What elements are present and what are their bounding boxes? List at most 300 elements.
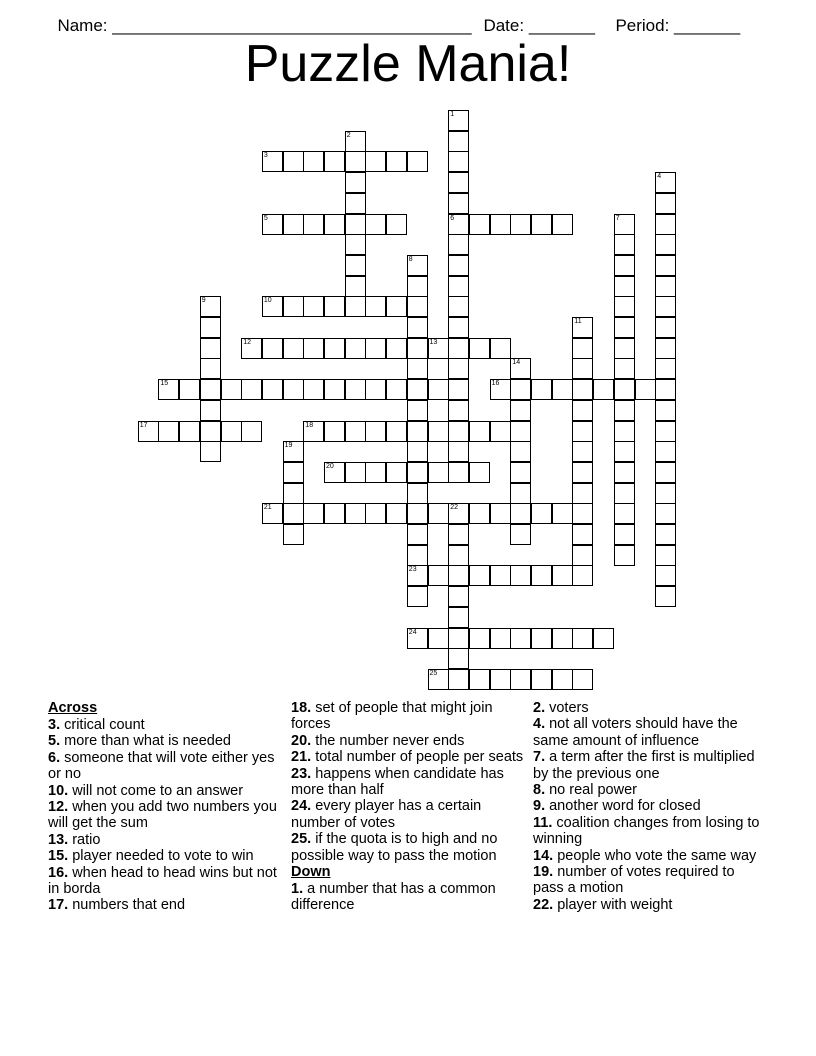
clue-text: people who vote the same way	[553, 847, 757, 864]
grid-cell[interactable]	[572, 669, 593, 690]
grid-cell[interactable]	[655, 296, 676, 317]
clue-number: 19.	[533, 864, 554, 881]
grid-cell[interactable]	[448, 358, 469, 379]
cell-number: 7	[615, 214, 620, 222]
grid-cell[interactable]	[510, 379, 531, 400]
grid-cell[interactable]	[510, 441, 531, 462]
grid-cell[interactable]	[655, 214, 676, 235]
grid-cell[interactable]	[200, 379, 221, 400]
grid-cell[interactable]	[469, 338, 490, 359]
grid-cell[interactable]	[262, 503, 283, 524]
grid-cell[interactable]	[531, 214, 552, 235]
grid-cell[interactable]	[614, 276, 635, 297]
grid-cell[interactable]	[469, 669, 490, 690]
grid-cell[interactable]	[614, 358, 635, 379]
grid-cell[interactable]	[572, 565, 593, 586]
grid-cell[interactable]	[531, 628, 552, 649]
down-clue	[533, 700, 768, 716]
cell-number: 1	[450, 111, 455, 118]
clue-text: total number of people per seats	[311, 749, 524, 766]
grid-cell[interactable]	[510, 669, 531, 690]
name-blank[interactable]: ______________________________________	[112, 16, 472, 35]
grid-cell[interactable]	[572, 358, 593, 379]
grid-cell[interactable]	[614, 483, 635, 504]
grid-cell[interactable]	[510, 524, 531, 545]
down-clue	[533, 716, 768, 749]
grid-cell[interactable]	[345, 255, 366, 276]
grid-cell[interactable]	[614, 338, 635, 359]
grid-cell[interactable]	[448, 503, 469, 524]
grid-cell[interactable]	[531, 503, 552, 524]
across-clue	[48, 783, 283, 799]
grid-cell[interactable]	[614, 441, 635, 462]
grid-cell[interactable]	[345, 503, 366, 524]
grid-cell[interactable]	[469, 462, 490, 483]
grid-cell[interactable]	[365, 462, 386, 483]
clue-number: 4.	[533, 716, 546, 733]
clue-text: if the quota is to high and no possible way to pass the motion	[291, 831, 498, 864]
grid-cell[interactable]	[655, 483, 676, 504]
grid-cell[interactable]	[469, 214, 490, 235]
clue-text: numbers that end	[68, 897, 186, 914]
across-clue	[48, 733, 283, 749]
grid-cell[interactable]	[510, 421, 531, 442]
clue-text: no real power	[545, 782, 637, 799]
grid-cell[interactable]	[407, 338, 428, 359]
cell-number: 6	[450, 214, 455, 222]
down-clue	[533, 749, 768, 782]
clue-text: player with weight	[553, 896, 673, 913]
grid-cell[interactable]	[614, 524, 635, 545]
grid-cell[interactable]	[200, 317, 221, 338]
grid-cell[interactable]	[283, 524, 304, 545]
grid-cell[interactable]	[283, 462, 304, 483]
down-heading: Down	[291, 864, 331, 881]
grid-cell[interactable]	[448, 338, 469, 359]
grid-cell[interactable]	[345, 276, 366, 297]
grid-cell[interactable]	[345, 379, 366, 400]
cell-number: 15	[160, 380, 169, 388]
grid-cell[interactable]	[448, 669, 469, 690]
grid-cell[interactable]	[324, 421, 345, 442]
clue-number: 16.	[48, 864, 69, 881]
grid-cell[interactable]	[655, 462, 676, 483]
grid-cell[interactable]	[552, 379, 573, 400]
grid-cell[interactable]	[572, 400, 593, 421]
grid-cell[interactable]	[407, 400, 428, 421]
across-clue	[48, 717, 283, 733]
grid-cell[interactable]	[345, 338, 366, 359]
grid-cell[interactable]	[428, 669, 449, 690]
down-clue	[291, 881, 526, 914]
grid-cell[interactable]	[572, 628, 593, 649]
grid-cell[interactable]	[365, 296, 386, 317]
grid-cell[interactable]	[572, 545, 593, 566]
grid-cell[interactable]	[324, 462, 345, 483]
grid-cell[interactable]	[241, 338, 262, 359]
grid-cell[interactable]	[324, 214, 345, 235]
grid-cell[interactable]	[303, 296, 324, 317]
grid-cell[interactable]	[469, 503, 490, 524]
clue-number: 10.	[48, 782, 69, 799]
grid-cell[interactable]	[490, 379, 511, 400]
grid-cell[interactable]	[490, 669, 511, 690]
clue-text: another word for closed	[545, 798, 701, 815]
clue-text: the number never ends	[311, 732, 465, 749]
grid-cell[interactable]	[655, 441, 676, 462]
grid-cell[interactable]	[407, 586, 428, 607]
clue-number: 9.	[533, 798, 546, 815]
grid-cell[interactable]	[655, 586, 676, 607]
clue-text: happens when candidate has more than half	[291, 765, 504, 799]
grid-cell[interactable]	[345, 234, 366, 255]
grid-cell[interactable]	[469, 628, 490, 649]
clue-number: 6.	[48, 749, 61, 766]
grid-cell[interactable]	[572, 462, 593, 483]
grid-cell[interactable]	[510, 503, 531, 524]
grid-cell[interactable]	[262, 296, 283, 317]
grid-cell[interactable]	[386, 379, 407, 400]
grid-cell[interactable]	[614, 214, 635, 235]
across-clues-column	[48, 700, 283, 914]
grid-cell[interactable]	[655, 358, 676, 379]
cell-number: 8	[408, 255, 413, 263]
grid-cell[interactable]	[572, 483, 593, 504]
cell-number: 21	[263, 504, 272, 512]
clue-text: not all voters should have the same amount of influence	[533, 716, 738, 749]
grid-cell[interactable]	[386, 503, 407, 524]
grid-cell[interactable]	[407, 462, 428, 483]
cell-number: 23	[408, 566, 417, 574]
clue-number: 1.	[291, 881, 304, 898]
grid-cell[interactable]	[614, 255, 635, 276]
cell-number: 12	[243, 338, 251, 346]
grid-cell[interactable]	[428, 628, 449, 649]
grid-cell[interactable]	[448, 545, 469, 566]
grid-cell[interactable]	[510, 462, 531, 483]
grid-cell[interactable]	[572, 338, 593, 359]
grid-cell[interactable]	[655, 255, 676, 276]
grid-cell[interactable]	[386, 462, 407, 483]
grid-cell[interactable]	[283, 379, 304, 400]
grid-cell[interactable]	[510, 628, 531, 649]
grid-cell[interactable]	[572, 524, 593, 545]
cell-number: 18	[305, 421, 314, 429]
grid-cell[interactable]	[448, 214, 469, 235]
grid-cell[interactable]	[386, 421, 407, 442]
grid-cell[interactable]	[407, 358, 428, 379]
grid-cell[interactable]	[572, 379, 593, 400]
grid-cell[interactable]	[345, 462, 366, 483]
grid-cell[interactable]	[365, 379, 386, 400]
grid-cell[interactable]	[283, 441, 304, 462]
grid-cell[interactable]	[510, 565, 531, 586]
grid-cell[interactable]	[303, 338, 324, 359]
grid-cell[interactable]	[531, 565, 552, 586]
grid-cell[interactable]	[407, 545, 428, 566]
grid-cell[interactable]	[490, 338, 511, 359]
grid-cell[interactable]	[345, 193, 366, 214]
grid-cell[interactable]	[221, 421, 242, 442]
grid-cell[interactable]	[655, 524, 676, 545]
grid-cell[interactable]	[428, 338, 449, 359]
clue-text: will not come to an answer	[68, 782, 244, 799]
clue-number: 24.	[291, 798, 312, 815]
grid-cell[interactable]	[614, 234, 635, 255]
grid-cell[interactable]	[614, 400, 635, 421]
grid-cell[interactable]	[221, 379, 242, 400]
grid-cell[interactable]	[448, 628, 469, 649]
clue-number: 15.	[48, 848, 69, 865]
grid-cell[interactable]	[614, 421, 635, 442]
grid-cell[interactable]	[614, 296, 635, 317]
grid-cell[interactable]	[510, 400, 531, 421]
cell-number: 19	[284, 442, 293, 450]
grid-cell[interactable]	[200, 421, 221, 442]
across-clue-list-continued	[291, 700, 526, 864]
clue-text: every player has a certain number of votes	[291, 798, 482, 831]
grid-cell[interactable]	[655, 234, 676, 255]
grid-cell[interactable]	[303, 421, 324, 442]
grid-cell[interactable]	[448, 172, 469, 193]
grid-cell[interactable]	[283, 483, 304, 504]
cell-number: 3	[263, 152, 268, 160]
grid-cell[interactable]	[345, 131, 366, 152]
grid-cell[interactable]	[490, 214, 511, 235]
grid-cell[interactable]	[552, 565, 573, 586]
grid-cell[interactable]	[614, 317, 635, 338]
cell-number: 16	[491, 380, 500, 388]
grid-cell[interactable]	[200, 441, 221, 462]
grid-cell[interactable]	[655, 172, 676, 193]
grid-cell[interactable]	[365, 151, 386, 172]
grid-cell[interactable]	[324, 296, 345, 317]
grid-cell[interactable]	[407, 317, 428, 338]
grid-cell[interactable]	[448, 317, 469, 338]
grid-cell[interactable]	[510, 214, 531, 235]
grid-cell[interactable]	[283, 151, 304, 172]
grid-cell[interactable]	[262, 151, 283, 172]
grid-cell[interactable]	[283, 296, 304, 317]
grid-cell[interactable]	[407, 524, 428, 545]
grid-cell[interactable]	[386, 151, 407, 172]
grid-cell[interactable]	[655, 400, 676, 421]
grid-cell[interactable]	[655, 338, 676, 359]
grid-cell[interactable]	[655, 317, 676, 338]
grid-cell[interactable]	[158, 421, 179, 442]
grid-cell[interactable]	[448, 421, 469, 442]
grid-cell[interactable]	[179, 379, 200, 400]
grid-cell[interactable]	[324, 151, 345, 172]
clue-text: a term after the first is multiplied by the previous one	[533, 749, 755, 782]
grid-cell[interactable]	[490, 503, 511, 524]
grid-cell[interactable]	[428, 421, 449, 442]
cell-number: 20	[326, 462, 334, 470]
across-clue	[291, 749, 526, 765]
grid-cell[interactable]	[324, 379, 345, 400]
grid-cell[interactable]	[407, 151, 428, 172]
grid-cell[interactable]	[407, 483, 428, 504]
across-clue	[48, 848, 283, 864]
grid-cell[interactable]	[448, 565, 469, 586]
grid-cell[interactable]	[345, 296, 366, 317]
grid-cell[interactable]	[469, 565, 490, 586]
grid-cell[interactable]	[200, 338, 221, 359]
grid-cell[interactable]	[283, 503, 304, 524]
grid-cell[interactable]	[407, 255, 428, 276]
grid-cell[interactable]	[386, 338, 407, 359]
grid-cell[interactable]	[490, 565, 511, 586]
grid-cell[interactable]	[407, 441, 428, 462]
down-clue-list-continued	[533, 700, 768, 913]
grid-cell[interactable]	[200, 358, 221, 379]
date-blank[interactable]: _______	[528, 16, 595, 35]
grid-cell[interactable]	[303, 379, 324, 400]
clue-number: 22.	[533, 896, 554, 913]
grid-cell[interactable]	[448, 462, 469, 483]
grid-cell[interactable]	[428, 503, 449, 524]
grid-cell[interactable]	[365, 338, 386, 359]
grid-cell[interactable]	[614, 545, 635, 566]
grid-cell[interactable]	[428, 379, 449, 400]
grid-cell[interactable]	[386, 296, 407, 317]
grid-cell[interactable]	[262, 338, 283, 359]
grid-cell[interactable]	[614, 462, 635, 483]
grid-cell[interactable]	[448, 296, 469, 317]
grid-cell[interactable]	[345, 421, 366, 442]
grid-cell[interactable]	[448, 234, 469, 255]
grid-cell[interactable]	[614, 503, 635, 524]
grid-cell[interactable]	[448, 379, 469, 400]
name-label: Name:	[57, 16, 113, 35]
grid-cell[interactable]	[179, 421, 200, 442]
clue-text: a number that has a common difference	[291, 881, 496, 914]
grid-cell[interactable]	[655, 565, 676, 586]
grid-cell[interactable]	[448, 193, 469, 214]
grid-cell[interactable]	[200, 296, 221, 317]
grid-cell[interactable]	[324, 338, 345, 359]
grid-cell[interactable]	[655, 193, 676, 214]
grid-cell[interactable]	[655, 421, 676, 442]
grid-cell[interactable]	[324, 503, 345, 524]
grid-cell[interactable]	[345, 214, 366, 235]
grid-cell[interactable]	[655, 276, 676, 297]
grid-cell[interactable]	[241, 379, 262, 400]
grid-cell[interactable]	[448, 607, 469, 628]
grid-cell[interactable]	[552, 503, 573, 524]
clue-number: 3.	[48, 717, 61, 733]
clue-text: someone that will vote either yes or no	[48, 749, 275, 783]
across-clue	[291, 700, 526, 733]
grid-cell[interactable]	[345, 172, 366, 193]
cell-number: 2	[346, 131, 351, 139]
grid-cell[interactable]	[428, 462, 449, 483]
grid-cell[interactable]	[345, 151, 366, 172]
cell-number: 24	[408, 628, 417, 636]
grid-cell[interactable]	[490, 628, 511, 649]
grid-cell[interactable]	[407, 296, 428, 317]
grid-cell[interactable]	[448, 131, 469, 152]
grid-cell[interactable]	[469, 421, 490, 442]
grid-cell[interactable]	[138, 421, 159, 442]
down-clue	[533, 848, 768, 864]
grid-cell[interactable]	[386, 214, 407, 235]
grid-cell[interactable]	[490, 421, 511, 442]
grid-cell[interactable]	[283, 338, 304, 359]
across-clue	[48, 832, 283, 848]
grid-cell[interactable]	[303, 503, 324, 524]
down-clue	[533, 782, 768, 798]
grid-cell[interactable]	[448, 524, 469, 545]
down-clue-list	[291, 881, 526, 914]
grid-cell[interactable]	[510, 358, 531, 379]
grid-cell[interactable]	[448, 441, 469, 462]
grid-cell[interactable]	[635, 379, 656, 400]
grid-cell[interactable]	[262, 379, 283, 400]
grid-cell[interactable]	[262, 214, 283, 235]
grid-cell[interactable]	[365, 503, 386, 524]
grid-cell[interactable]	[158, 379, 179, 400]
grid-cell[interactable]	[531, 669, 552, 690]
page-title: Puzzle Mania!	[244, 35, 572, 93]
grid-cell[interactable]	[407, 503, 428, 524]
across-clue	[48, 897, 283, 913]
grid-cell[interactable]	[448, 110, 469, 131]
grid-cell[interactable]	[448, 586, 469, 607]
grid-cell[interactable]	[303, 214, 324, 235]
grid-cell[interactable]	[531, 379, 552, 400]
grid-cell[interactable]	[365, 214, 386, 235]
grid-cell[interactable]	[448, 648, 469, 669]
grid-cell[interactable]	[241, 421, 262, 442]
middle-clues-column	[291, 700, 526, 914]
grid-cell[interactable]	[448, 255, 469, 276]
grid-cell[interactable]	[593, 628, 614, 649]
grid-cell[interactable]	[552, 669, 573, 690]
clue-text: more than what is needed	[60, 733, 231, 750]
grid-cell[interactable]	[365, 421, 386, 442]
grid-cell[interactable]	[407, 276, 428, 297]
grid-cell[interactable]	[448, 400, 469, 421]
grid-cell[interactable]	[552, 214, 573, 235]
grid-cell[interactable]	[407, 421, 428, 442]
grid-cell[interactable]	[407, 379, 428, 400]
grid-cell[interactable]	[448, 151, 469, 172]
period-blank[interactable]: _______	[674, 16, 741, 35]
cell-number: 11	[574, 318, 582, 325]
grid-cell[interactable]	[428, 565, 449, 586]
grid-cell[interactable]	[407, 628, 428, 649]
grid-cell[interactable]	[552, 628, 573, 649]
grid-cell[interactable]	[593, 379, 614, 400]
grid-cell[interactable]	[200, 400, 221, 421]
grid-cell[interactable]	[655, 503, 676, 524]
grid-cell[interactable]	[407, 565, 428, 586]
grid-cell[interactable]	[572, 421, 593, 442]
grid-cell[interactable]	[655, 545, 676, 566]
grid-cell[interactable]	[572, 441, 593, 462]
clue-number: 18.	[291, 700, 312, 716]
grid-cell[interactable]	[303, 151, 324, 172]
grid-cell[interactable]	[614, 379, 635, 400]
grid-cell[interactable]	[572, 503, 593, 524]
grid-cell[interactable]	[572, 317, 593, 338]
grid-cell[interactable]	[510, 483, 531, 504]
clue-number: 2.	[533, 700, 546, 716]
grid-cell[interactable]	[655, 379, 676, 400]
grid-cell[interactable]	[448, 276, 469, 297]
grid-cell[interactable]	[283, 214, 304, 235]
